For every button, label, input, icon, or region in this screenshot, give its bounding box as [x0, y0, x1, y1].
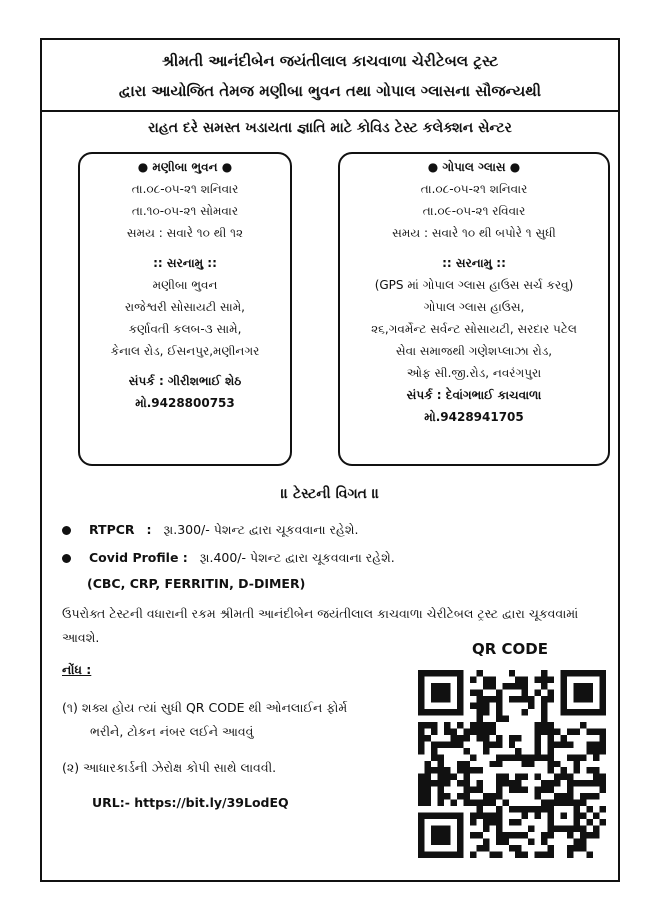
- time-line: સમય : સવારે ૧૦ થી બપોરે ૧ સુધી: [392, 226, 556, 240]
- test-price: રૂા.400/- પેશન્ટ દ્વારા ચૂકવવાના રહેશે.: [199, 550, 395, 565]
- center-box-gopal-glass: [338, 152, 610, 466]
- address-line: સેવા સમાજથી ગણેશપ્લાઝા રોડ,: [395, 344, 553, 358]
- contact-phone: મો.9428800753: [135, 396, 235, 410]
- address-heading: :: સરનામુ ::: [153, 256, 217, 270]
- divider: [42, 110, 618, 112]
- address-line: ઓફ સી.જી.રોડ, નવરંગપુરા: [406, 366, 542, 380]
- separator: :: [146, 522, 152, 537]
- qr-code-label: QR CODE: [472, 640, 548, 658]
- contact-name: સંપર્ક : ગીરીશભાઈ શેઠ: [128, 374, 242, 388]
- address-line: કર્ણાવતી કલબ-૩ સામે,: [128, 322, 242, 336]
- qr-code-image[interactable]: [418, 670, 606, 858]
- address-line: મણીબા ભુવન: [152, 278, 218, 292]
- address-heading: :: સરનામુ ::: [442, 256, 506, 270]
- notes-heading: નોંધ :: [62, 662, 92, 677]
- date-line: તા.૦૯-૦૫-૨૧ રવિવાર: [422, 204, 526, 218]
- center-title: રાહત દરે સમસ્ત ખડાયતા જ્ઞાતિ માટે કોવિડ ટેસ્ટ કલેક્શન સેન્ટર: [148, 120, 512, 136]
- center-box-maniba: [78, 152, 292, 466]
- contact-name: સંપર્ક : દેવાંગભાઈ કાચવાળા: [406, 388, 542, 402]
- note-1: (૧) શક્ય હોય ત્યાં સુધી QR CODE થી ઓનલાઈન ફોર્મ: [62, 700, 348, 715]
- date-line: તા.૦૮-૦૫-૨૧ શનિવાર: [131, 182, 239, 196]
- test-name: RTPCR: [88, 522, 135, 537]
- address-line: ૨૬,ગવર્મેન્ટ સર્વન્ટ સોસાયટી, સરદાર પટેલ: [371, 322, 577, 336]
- bullet-icon: [62, 526, 71, 535]
- payment-note: ઉપરોક્ત ટેસ્ટની વધારાની રકમ શ્રીમતી આનંદીબેન જયંતીલાલ કાચવાળા ચેરીટેબલ ટ્રસ્ટ દ્વારા ચૂકવવામાં આવશે.: [62, 606, 579, 645]
- organizer-subheading: દ્વારા આયોજિત તેમજ મણીબા ભુવન તથા ગોપાલ ગ્લાસના સૌજન્યથી: [118, 82, 542, 100]
- address-line: રાજેશ્વરી સોસાયટી સામે,: [124, 300, 246, 314]
- notice-frame: [40, 38, 620, 882]
- note-2: (૨) આધારકાર્ડની ઝેરોક્ષ કોપી સાથે લાવવી.: [62, 760, 277, 775]
- test-detail: (CBC, CRP, FERRITIN, D-DIMER): [87, 576, 306, 591]
- test-price: રૂા.300/- પેશન્ટ દ્વારા ચૂકવવાના રહેશે.: [163, 522, 359, 537]
- bullet-icon: [62, 554, 71, 563]
- tests-heading: ॥ ટેસ્ટની વિગત ॥: [280, 486, 380, 502]
- note-1-cont: ભરીને, ટોકન નંબર લઈને આવવું: [90, 724, 254, 739]
- date-line: તા.૧૦-૦૫-૨૧ સોમવાર: [131, 204, 239, 218]
- registration-url[interactable]: URL:- https://bit.ly/39LodEQ: [92, 795, 289, 810]
- contact-phone: મો.9428941705: [424, 410, 524, 424]
- address-line: ગોપાલ ગ્લાસ હાઉસ,: [423, 300, 525, 314]
- address-line: (GPS માં ગોપાલ ગ્લાસ હાઉસ સર્ચ કરવુ): [374, 278, 574, 292]
- test-name: Covid Profile :: [88, 550, 188, 565]
- trust-name-heading: શ્રીમતી આનંદીબેન જયંતીલાલ કાચવાળા ચેરીટેબલ ટ્રસ્ટ: [161, 52, 499, 70]
- center-name: ● મણીબા ભુવન ●: [137, 160, 233, 174]
- address-line: કેનાલ રોડ, ઈસનપુર,મણીનગર: [110, 344, 260, 358]
- center-name: ● ગોપાલ ગ્લાસ ●: [427, 160, 521, 174]
- time-line: સમય : સવારે ૧૦ થી ૧૨: [126, 226, 244, 240]
- test-item-rtpcr: [62, 522, 359, 538]
- test-item-covid-profile: [62, 550, 395, 566]
- date-line: તા.૦૮-૦૫-૨૧ શનિવાર: [420, 182, 528, 196]
